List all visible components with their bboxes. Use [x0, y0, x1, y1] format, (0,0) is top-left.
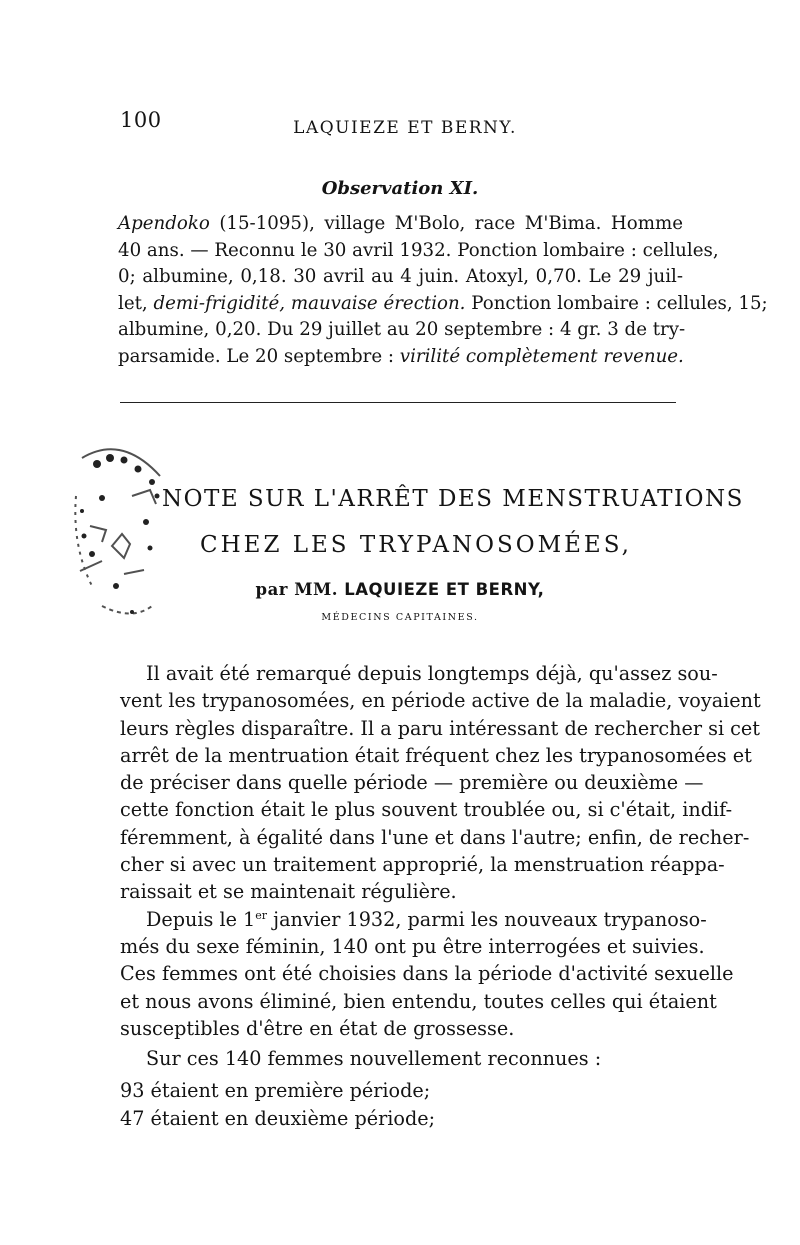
italic-text: Apendoko [118, 213, 210, 234]
ordinal-superscript: er [255, 908, 268, 922]
article-title-line-1: NOTE SUR L'ARRÊT DES MENSTRUATIONS [162, 486, 744, 512]
paragraph-1-line: cette fonction était le plus souvent troublée ou, si c'était, indif- [120, 798, 733, 822]
running-title: LAQUIEZE ET BERNY. [293, 118, 517, 138]
observation-line [118, 344, 683, 371]
text-run: 40 ans. — Reconnu le 30 avril 1932. Ponction lombaire : cellules, [118, 239, 719, 261]
paragraph-1-line: vent les trypanosomées, en période active de la maladie, voyaient [120, 689, 761, 713]
paragraph-2 [120, 906, 734, 1042]
italic-text: virilité complètement revenue. [399, 345, 684, 367]
byline-prefix: par MM. [255, 580, 338, 599]
observation-title: Observation XI. [321, 178, 479, 199]
library-stamp [62, 436, 172, 636]
text-run: let, [118, 292, 154, 314]
list-intro: Sur ces 140 femmes nouvellement reconnues : [146, 1047, 602, 1070]
page-number: 100 [120, 108, 162, 132]
byline [200, 580, 600, 599]
paragraph-2-rest [120, 933, 734, 1042]
paragraph-1-line: arrêt de la mentruation était fréquent chez les trypanosomées et [120, 743, 752, 767]
paragraph-1-line: de préciser dans quelle période — première ou deuxième — [120, 771, 704, 795]
observation-text [118, 211, 768, 370]
article-title-line-2: CHEZ LES TRYPANOSOMÉES, [200, 532, 632, 558]
observation-line [118, 317, 686, 344]
body-text [120, 660, 761, 1042]
text-run: 0; albumine, 0,18. 30 avril au 4 juin. Atoxyl, 0,70. Le 29 juil- [118, 266, 683, 287]
paragraph-1-line: raissait et se maintenait régulière. [120, 880, 457, 904]
paragraph-1-line: leurs règles disparaître. Il a paru intéressant de rechercher si cet [120, 716, 760, 740]
paragraph-1-line: cher si avec un traitement approprié, la menstruation réappa- [120, 853, 725, 877]
counts-list [120, 1045, 684, 1134]
text-run: parsamide. Le 20 septembre : [118, 345, 400, 367]
observation-line [118, 264, 683, 291]
p2-text-b: janvier 1932, parmi les nouveaux trypanoso- [267, 907, 707, 931]
p2-text-a: Depuis le 1 [146, 907, 256, 931]
list-item-first-period: 93 étaient en première période; [120, 1078, 431, 1102]
running-header [0, 118, 800, 138]
paragraph-2-line: Ces femmes ont été choisies dans la période d'activité sexuelle [120, 962, 734, 986]
author-affiliation: MÉDECINS CAPITAINES. [321, 612, 479, 623]
italic-text: demi-frigidité, mauvaise érection. [153, 292, 466, 314]
paragraph-1 [120, 660, 761, 906]
paragraph-1-line: Il avait été remarqué depuis longtemps déjà, qu'assez sou- [146, 662, 718, 685]
section-divider [120, 402, 676, 403]
observation-line [118, 211, 683, 238]
text-run: albumine, 0,20. Du 29 juillet au 20 septembre : 4 gr. 3 de try- [118, 319, 686, 340]
observation-line [118, 238, 719, 265]
paragraph-2-line: et nous avons éliminé, bien entendu, toutes celles qui étaient [120, 989, 717, 1013]
paragraph-1-line: féremment, à égalité dans l'une et dans l'autre; enfin, de recher- [120, 825, 750, 849]
observation-line [118, 291, 768, 318]
text-run: (15-1095), village M'Bolo, race M'Bima. Homme [209, 213, 683, 234]
paragraph-2-first-line [120, 906, 707, 933]
list-item-second-period: 47 étaient en deuxième période; [120, 1107, 436, 1130]
text-run: Ponction lombaire : cellules, 15; [465, 292, 768, 314]
paragraph-2-line: més du sexe féminin, 140 ont pu être interrogées et suivies. [120, 934, 705, 958]
byline-authors: LAQUIEZE ET BERNY, [344, 580, 545, 599]
paragraph-2-line: susceptibles d'être en état de grossesse. [120, 1016, 515, 1040]
